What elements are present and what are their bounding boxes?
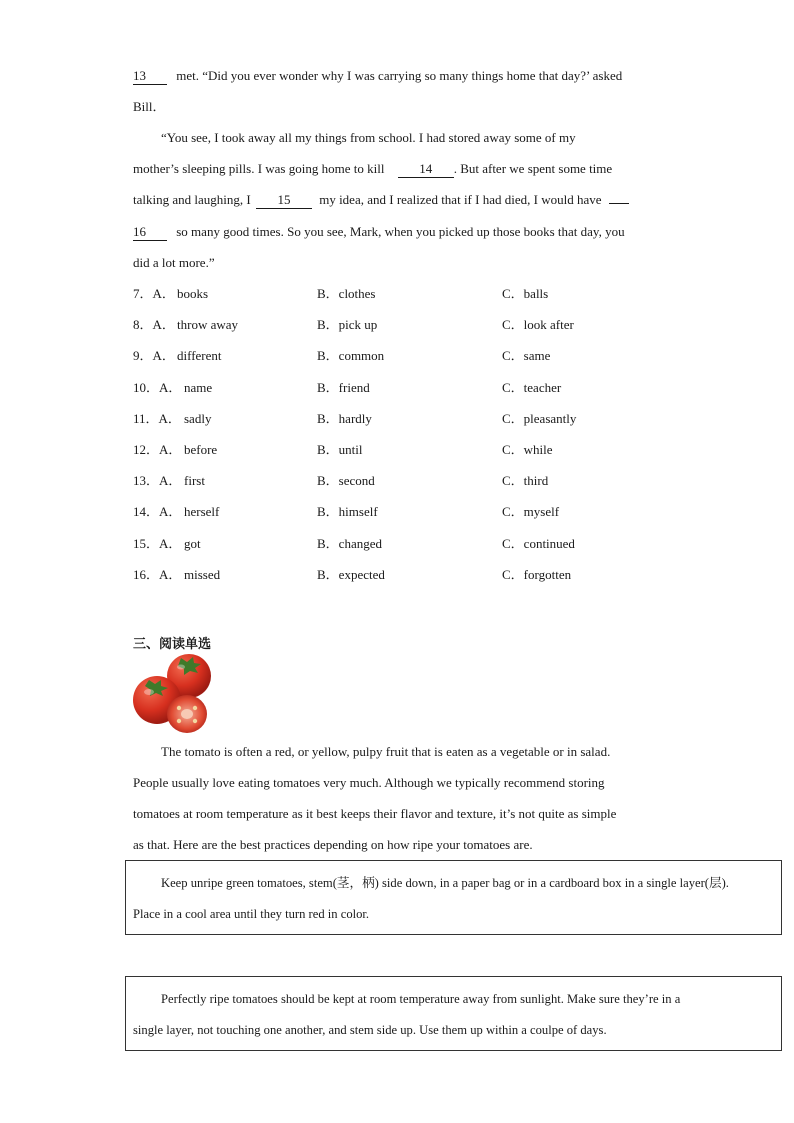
option-a: got xyxy=(184,536,201,551)
passage-text: mother’s sleeping pills. I was going home to kill xyxy=(133,161,385,176)
blank-16: 16 xyxy=(133,224,167,241)
question-row xyxy=(133,565,733,585)
option-a: name xyxy=(184,380,213,395)
question-row xyxy=(133,378,733,398)
question-row xyxy=(133,534,733,554)
option-c: C．teacher xyxy=(502,380,562,395)
option-a: missed xyxy=(184,567,221,582)
question-row xyxy=(133,284,733,304)
option-b: B．second xyxy=(317,473,375,488)
option-c: C．look after xyxy=(502,317,574,332)
question-row xyxy=(133,471,733,491)
question-number: 8．A． xyxy=(133,317,175,332)
passage-line-5 xyxy=(133,190,629,210)
question-row xyxy=(133,502,733,522)
tip-box-line: Keep unripe green tomatoes, stem(茎，柄) side down, in a paper bag or in a cardboard box in a single layer(层). xyxy=(161,876,729,890)
passage-text: so many good times. So you see, Mark, when you picked up those books that day, you xyxy=(176,224,625,239)
passage-text: . But after we spent some time xyxy=(453,161,613,176)
blank-16-start xyxy=(609,203,629,204)
blank-15: 15 xyxy=(256,192,312,209)
option-c: C．balls xyxy=(502,286,549,301)
section-title: 三、阅读单选 xyxy=(133,637,212,652)
passage-line-2: Bill． xyxy=(133,99,166,114)
passage-line-6 xyxy=(133,222,625,242)
option-c: C．forgotten xyxy=(502,567,572,582)
option-b: B．himself xyxy=(317,504,378,519)
question-row xyxy=(133,315,733,335)
question-number: 12．A． xyxy=(133,442,182,457)
question-number: 10．A． xyxy=(133,380,182,395)
option-b: B．clothes xyxy=(317,286,376,301)
question-number: 16．A． xyxy=(133,567,182,582)
option-c: C．while xyxy=(502,442,553,457)
option-a: sadly xyxy=(184,411,212,426)
option-c: C．same xyxy=(502,348,551,363)
option-b: B．pick up xyxy=(317,317,378,332)
passage-text: talking and laughing, I xyxy=(133,192,251,207)
option-c: C．third xyxy=(502,473,549,488)
question-number: 15．A． xyxy=(133,536,182,551)
passage-line-1 xyxy=(133,66,622,86)
option-b: B．hardly xyxy=(317,411,372,426)
tip-box-line: Place in a cool area until they turn red in color. xyxy=(133,907,370,921)
question-row xyxy=(133,409,733,429)
passage-text: met. “Did you ever wonder why I was carrying so many things home that day?’ asked xyxy=(176,68,623,83)
option-b: B．expected xyxy=(317,567,385,582)
tip-box-line: Perfectly ripe tomatoes should be kept at room temperature away from sunlight. Make sure they’re in a xyxy=(161,992,681,1006)
option-c: C．myself xyxy=(502,504,560,519)
option-a: herself xyxy=(184,504,220,519)
passage-line-4 xyxy=(133,159,612,179)
option-b: B．common xyxy=(317,348,385,363)
passage-line-7: did a lot more.” xyxy=(133,255,215,270)
tip-box-unripe xyxy=(125,860,782,935)
tomato-image xyxy=(131,652,215,738)
question-number: 7．A． xyxy=(133,286,175,301)
option-c: C．continued xyxy=(502,536,575,551)
reading-line-4: as that. Here are the best practices depending on how ripe your tomatoes are. xyxy=(133,837,533,852)
option-c: C．pleasantly xyxy=(502,411,577,426)
question-number: 14．A． xyxy=(133,504,182,519)
option-a: different xyxy=(177,348,222,363)
passage-text: my idea, and I realized that if I had died, I would have xyxy=(319,192,602,207)
question-row xyxy=(133,346,733,366)
option-b: B．changed xyxy=(317,536,382,551)
reading-line-2: People usually love eating tomatoes very much. Although we typically recommend storing xyxy=(133,775,605,790)
question-number: 11．A． xyxy=(133,411,181,426)
question-row xyxy=(133,440,733,460)
option-a: first xyxy=(184,473,205,488)
passage-line-3: “You see, I took away all my things from school. I had stored away some of my xyxy=(161,130,576,145)
option-b: B．until xyxy=(317,442,363,457)
reading-line-1: The tomato is often a red, or yellow, pulpy fruit that is eaten as a vegetable or in salad. xyxy=(161,744,611,759)
question-number: 9．A． xyxy=(133,348,175,363)
tip-box-line: single layer, not touching one another, and stem side up. Use them up within a coulpe of days. xyxy=(133,1023,607,1037)
question-number: 13．A． xyxy=(133,473,182,488)
option-a: throw away xyxy=(177,317,239,332)
option-a: before xyxy=(184,442,218,457)
reading-line-3: tomatoes at room temperature as it best keeps their flavor and texture, it’s not quite as simple xyxy=(133,806,617,821)
option-a: books xyxy=(177,286,209,301)
option-b: B．friend xyxy=(317,380,370,395)
blank-13: 13 xyxy=(133,68,167,85)
blank-14: 14 xyxy=(398,161,454,178)
tip-box-ripe xyxy=(125,976,782,1051)
